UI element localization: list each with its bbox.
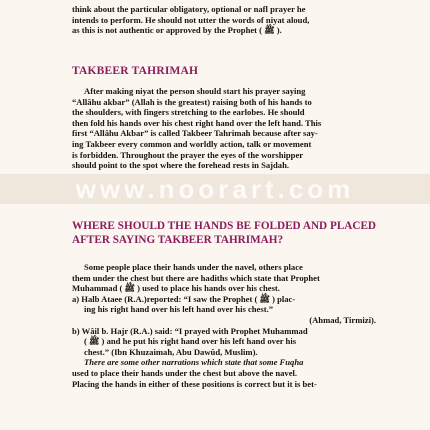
text-line: There are some other narrations which state that some Fuqha [84, 357, 304, 368]
watermark: www.noorart.com [75, 174, 355, 204]
hadith-b-line: chest.” (Ibn Khuzaimah, Abu Dawûd, Muslim). [84, 346, 258, 357]
text-line: them under the chest but there are hadiths which state that Prophet [72, 272, 320, 283]
intro-paragraph [72, 4, 376, 36]
hands-paragraph [72, 262, 376, 389]
intro-line: as this is not authentic or approved by the Prophet ( ﷺ ). [72, 25, 282, 36]
text-line: Placing the hands in either of these positions is correct but it is bet- [72, 378, 317, 389]
hadith-a-line: a) Halb Ataee (R.A.)reported: “I saw the Prophet ( ﷺ ) plac- [72, 293, 296, 304]
intro-line: intends to perform. He should not utter the words of niyat aloud, [72, 14, 310, 25]
heading-takbeer-tahrimah: TAKBEER TAHRIMAH [72, 65, 199, 77]
text-line: should point to the spot where the forehead rests in Sajdah. [72, 160, 290, 171]
hadith-b-line: b) Wâil b. Hajr (R.A.) said: “I prayed with Prophet Muhammad [72, 325, 308, 336]
text-line: After making niyat the person should start his prayer saying [84, 86, 306, 96]
hadith-a-reference: (Ahmad, Tirmizi). [309, 314, 376, 325]
text-line: ing Takbeer every common and worldly action, talk or movement [72, 138, 312, 149]
text-line: used to place their hands under the chest but above the navel. [72, 367, 298, 378]
heading-hands-position: WHERE SHOULD THE HANDS BE FOLDED AND PLACED AFTER SAYING TAKBEER TAHRIMAH? [72, 220, 376, 246]
text-line: Muhammad ( ﷺ ) used to place his hands over his chest. [72, 283, 280, 294]
text-line: the shoulders, with fingers stretching to the earlobes. He should [72, 107, 305, 118]
text-line: is forbidden. Throughout the prayer the eyes of the worshipper [72, 149, 304, 160]
text-line: then fold his hands over his chest right hand over the left hand. This [72, 117, 322, 128]
hadith-b-line: ( ﷺ ) and he put his right hand over his left hand over his [84, 336, 297, 347]
text-line: first “Allâhu Akbar” is called Takbeer Tahrimah because after say- [72, 128, 318, 139]
hadith-a-line: ing his right hand over his left hand over his chest.” [84, 304, 274, 315]
intro-line: think about the particular obligatory, optional or nafl prayer he [72, 4, 306, 14]
text-line: “Allâhu akbar” (Allah is the greatest) raising both of his hands to [72, 96, 312, 107]
text-line: Some people place their hands under the navel, others place [84, 262, 303, 272]
takbeer-paragraph [72, 86, 376, 171]
